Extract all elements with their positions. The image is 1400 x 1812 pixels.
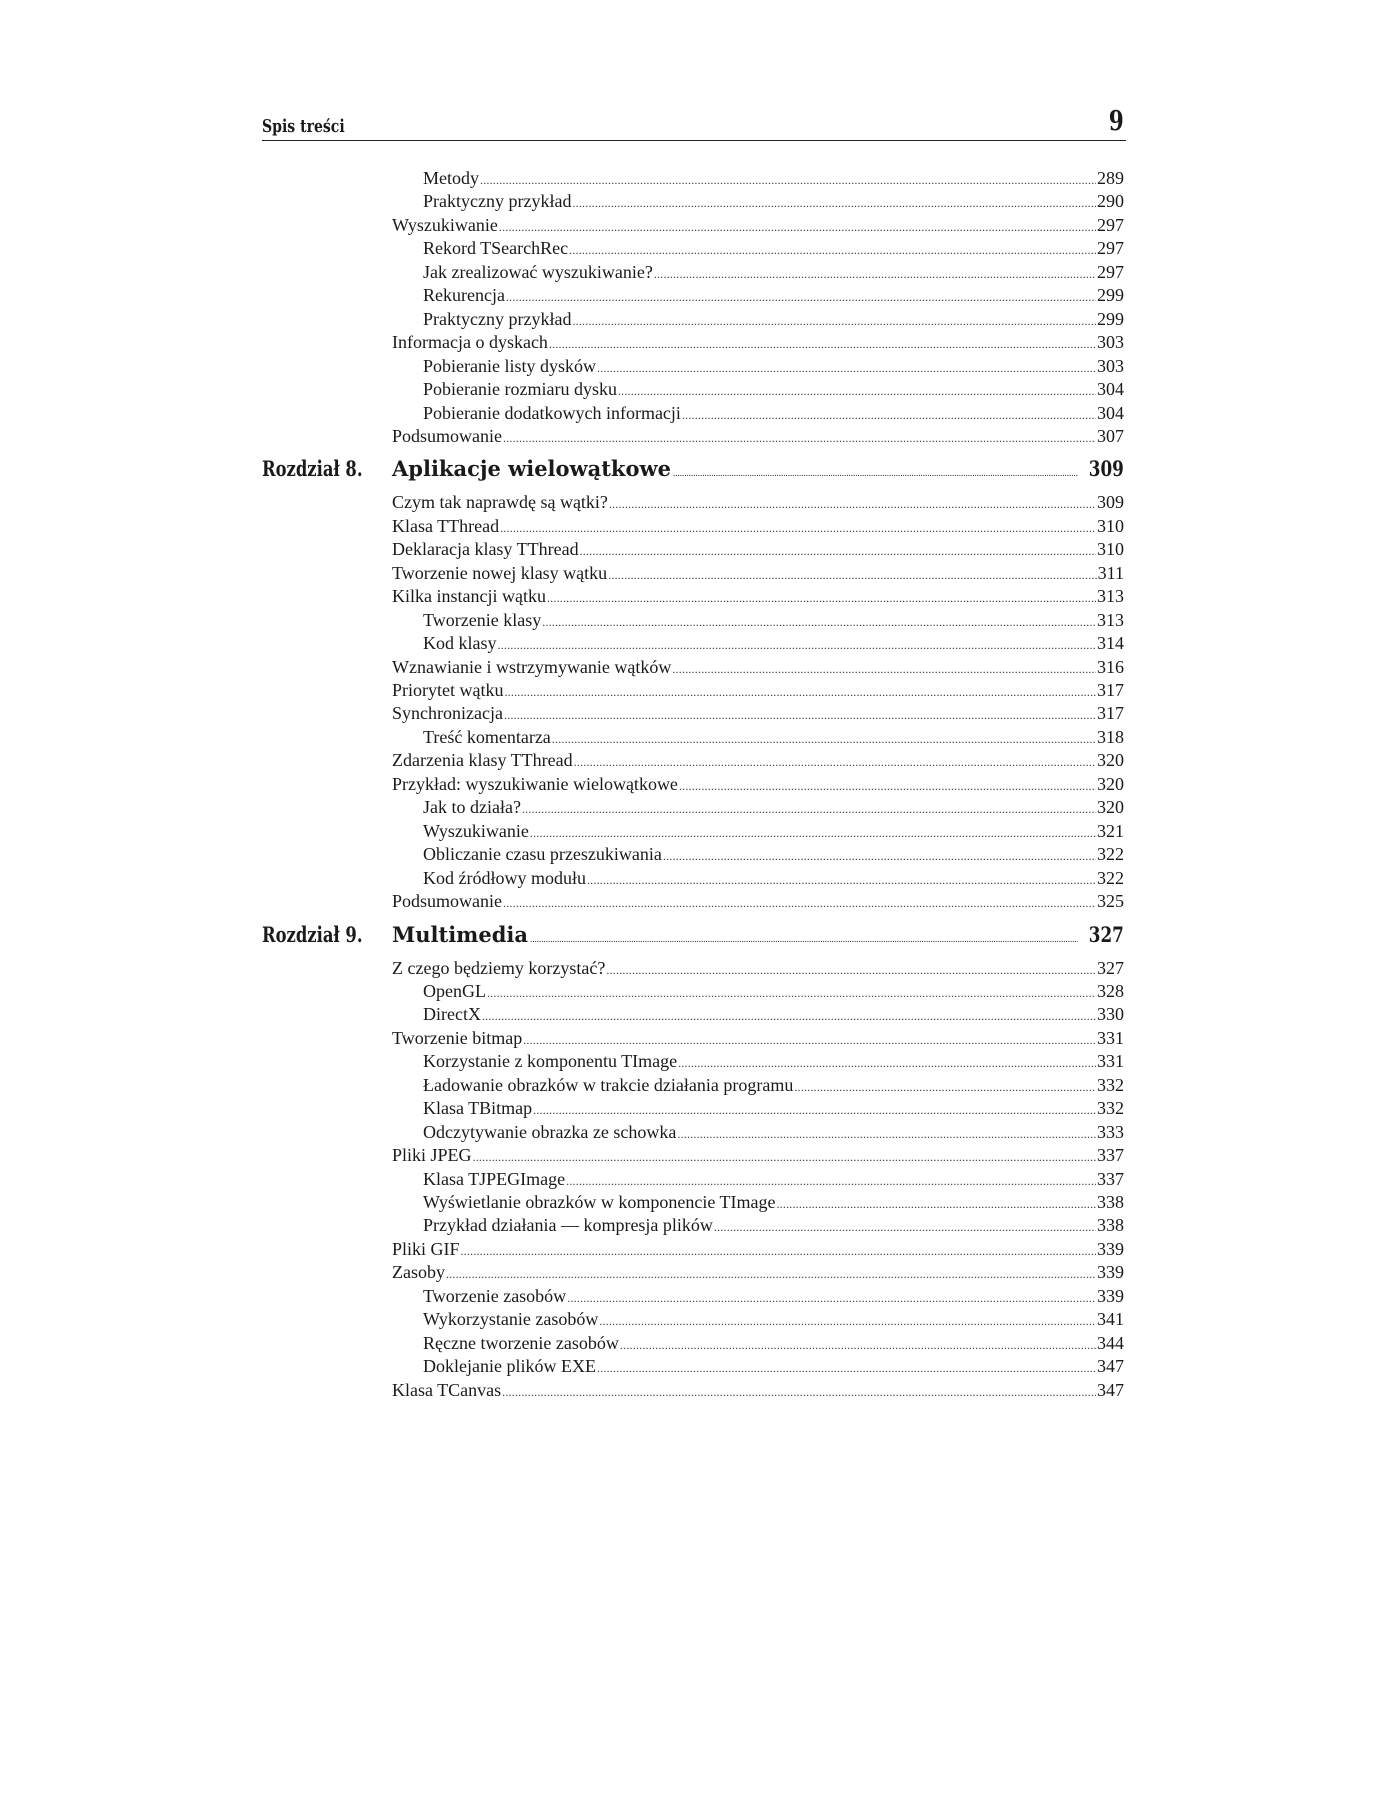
entry-title: Tworzenie zasobów bbox=[423, 1285, 567, 1306]
entry-title: Jak to działa? bbox=[423, 797, 521, 818]
entry-title: Wykorzystanie zasobów bbox=[423, 1309, 599, 1330]
dot-leader bbox=[679, 775, 1096, 799]
toc-entry[interactable] bbox=[392, 425, 1124, 449]
dot-leader bbox=[523, 1029, 1096, 1053]
dot-leader bbox=[473, 1146, 1096, 1170]
entry-page: 332 bbox=[1097, 1074, 1124, 1095]
dot-leader bbox=[506, 286, 1096, 310]
dot-leader bbox=[552, 728, 1096, 752]
dot-leader bbox=[542, 611, 1096, 635]
toc-entry[interactable] bbox=[392, 702, 1124, 726]
toc-entry[interactable] bbox=[423, 355, 1124, 379]
entry-page: 310 bbox=[1097, 515, 1124, 536]
entry-title: Czym tak naprawdę są wątki? bbox=[392, 492, 608, 513]
toc-entry[interactable] bbox=[423, 609, 1124, 633]
entry-title: Kod klasy bbox=[423, 633, 497, 654]
toc-entry[interactable] bbox=[423, 796, 1124, 820]
dot-leader bbox=[446, 1263, 1096, 1287]
dot-leader bbox=[547, 587, 1096, 611]
entry-page: 299 bbox=[1097, 308, 1124, 329]
entry-page: 303 bbox=[1097, 355, 1124, 376]
entry-title: Kilka instancji wątku bbox=[392, 586, 546, 607]
toc-entry[interactable] bbox=[392, 1144, 1124, 1168]
dot-leader bbox=[620, 1334, 1096, 1358]
dot-leader bbox=[587, 869, 1096, 893]
toc-entry[interactable] bbox=[423, 726, 1124, 750]
entry-title: Ładowanie obrazków w trakcie działania programu bbox=[423, 1074, 794, 1095]
entry-title: Przykład: wyszukiwanie wielowątkowe bbox=[392, 773, 678, 794]
toc-entry[interactable] bbox=[423, 1168, 1124, 1192]
dot-leader bbox=[572, 192, 1096, 216]
dot-leader bbox=[599, 1310, 1096, 1334]
dot-leader bbox=[574, 751, 1096, 775]
entry-title: Wyszukiwanie bbox=[423, 820, 529, 841]
entry-title: Odczytywanie obrazka ze schowka bbox=[423, 1121, 677, 1142]
dot-leader bbox=[504, 681, 1096, 705]
dot-leader bbox=[567, 1287, 1096, 1311]
dot-leader bbox=[503, 892, 1096, 916]
dot-leader bbox=[480, 169, 1096, 193]
entry-page: 320 bbox=[1097, 773, 1124, 794]
entry-page: 338 bbox=[1097, 1192, 1124, 1212]
entry-page: 316 bbox=[1097, 656, 1124, 677]
entry-title: Praktyczny przykład bbox=[423, 191, 572, 212]
entry-title: Z czego będziemy korzystać? bbox=[392, 957, 606, 978]
chapter-heading[interactable] bbox=[392, 922, 1124, 950]
entry-title: OpenGL bbox=[423, 980, 486, 1001]
dot-leader bbox=[530, 822, 1096, 846]
dot-leader bbox=[677, 1123, 1096, 1147]
chapter-number: Rozdział 8. bbox=[262, 456, 363, 482]
toc-entry[interactable] bbox=[392, 538, 1124, 562]
entry-title: Klasa TThread bbox=[392, 515, 500, 536]
entry-page: 314 bbox=[1097, 633, 1124, 654]
entry-title: Informacja o dyskach bbox=[392, 332, 548, 353]
entry-title: Pliki GIF bbox=[392, 1238, 460, 1259]
chapter-title: Aplikacje wielowątkowe bbox=[392, 456, 671, 482]
toc-entry[interactable] bbox=[392, 491, 1124, 515]
entry-page: 313 bbox=[1097, 609, 1124, 630]
dot-leader bbox=[498, 634, 1097, 658]
dot-leader bbox=[672, 658, 1096, 682]
dot-leader bbox=[482, 1005, 1096, 1029]
toc-entry[interactable] bbox=[392, 562, 1124, 586]
entry-page: 347 bbox=[1097, 1379, 1124, 1400]
entry-title: Obliczanie czasu przeszukiwania bbox=[423, 844, 662, 865]
dot-leader bbox=[714, 1216, 1096, 1240]
entry-page: 327 bbox=[1097, 957, 1124, 978]
entry-page: 330 bbox=[1097, 1004, 1124, 1025]
dot-leader bbox=[504, 704, 1096, 728]
dot-leader bbox=[654, 263, 1096, 287]
entry-page: 339 bbox=[1097, 1285, 1124, 1306]
entry-page: 320 bbox=[1097, 797, 1124, 818]
dot-leader bbox=[499, 216, 1096, 240]
entry-page: 333 bbox=[1097, 1121, 1124, 1142]
dot-leader bbox=[487, 982, 1096, 1006]
entry-title: Klasa TJPEGImage bbox=[423, 1168, 566, 1189]
dot-leader bbox=[678, 1052, 1096, 1076]
chapter-page: 327 bbox=[1088, 921, 1124, 947]
entry-page: 341 bbox=[1097, 1309, 1124, 1330]
entry-page: 289 bbox=[1097, 168, 1124, 188]
dot-leader bbox=[618, 380, 1096, 404]
toc-entry[interactable] bbox=[392, 1261, 1124, 1285]
entry-title: Kod źródłowy modułu bbox=[423, 867, 586, 888]
entry-title: Deklaracja klasy TThread bbox=[392, 539, 579, 560]
entry-page: 338 bbox=[1097, 1215, 1124, 1236]
dot-leader bbox=[609, 493, 1096, 517]
toc-entry[interactable] bbox=[392, 890, 1124, 914]
toc-entry[interactable] bbox=[423, 402, 1124, 426]
entry-page: 304 bbox=[1097, 379, 1124, 400]
entry-title: Priorytet wątku bbox=[392, 680, 504, 700]
dot-leader bbox=[503, 427, 1096, 451]
toc-entry[interactable] bbox=[392, 1238, 1124, 1262]
dot-leader bbox=[606, 959, 1096, 983]
entry-page: 321 bbox=[1097, 820, 1124, 841]
entry-title: DirectX bbox=[423, 1004, 481, 1025]
toc-entry[interactable] bbox=[392, 679, 1124, 703]
dot-leader bbox=[794, 1076, 1096, 1100]
entry-page: 331 bbox=[1097, 1027, 1124, 1048]
toc-entry[interactable] bbox=[423, 167, 1124, 191]
toc-entry[interactable] bbox=[392, 1027, 1124, 1051]
toc-entry[interactable] bbox=[423, 1191, 1124, 1215]
toc-entry[interactable] bbox=[392, 585, 1124, 609]
entry-page: 322 bbox=[1097, 867, 1124, 888]
entry-title: Treść komentarza bbox=[423, 726, 551, 747]
entry-page: 320 bbox=[1097, 750, 1124, 771]
entry-title: Rekurencja bbox=[423, 285, 505, 306]
toc-entry[interactable] bbox=[392, 749, 1124, 773]
entry-page: 303 bbox=[1097, 332, 1124, 353]
toc-entry[interactable] bbox=[423, 1308, 1124, 1332]
running-title: Spis treści bbox=[262, 116, 345, 137]
dot-leader bbox=[608, 564, 1096, 588]
entry-title: Pobieranie listy dysków bbox=[423, 355, 596, 376]
entry-page: 307 bbox=[1097, 425, 1124, 446]
entry-page: 328 bbox=[1097, 980, 1124, 1001]
entry-page: 311 bbox=[1097, 562, 1124, 583]
entry-page: 310 bbox=[1097, 539, 1124, 560]
entry-title: Zdarzenia klasy TThread bbox=[392, 750, 573, 771]
toc-entry[interactable] bbox=[423, 632, 1124, 656]
page-number: 9 bbox=[1108, 106, 1124, 137]
entry-page: 297 bbox=[1097, 214, 1124, 235]
toc-entry[interactable] bbox=[423, 980, 1124, 1004]
dot-leader bbox=[673, 468, 1078, 478]
toc-entry[interactable] bbox=[423, 308, 1124, 332]
toc-entry[interactable] bbox=[392, 515, 1124, 539]
entry-title: Rekord TSearchRec bbox=[423, 238, 569, 259]
toc-entry[interactable] bbox=[392, 656, 1124, 680]
chapter-page: 309 bbox=[1088, 456, 1124, 482]
toc-entry[interactable] bbox=[423, 190, 1124, 214]
entry-page: 347 bbox=[1097, 1356, 1124, 1377]
entry-title: Synchronizacja bbox=[392, 703, 503, 724]
entry-title: Klasa TBitmap bbox=[423, 1098, 533, 1119]
entry-page: 304 bbox=[1097, 402, 1124, 423]
toc-entry[interactable] bbox=[423, 843, 1124, 867]
entry-title: Przykład działania — kompresja plików bbox=[423, 1215, 713, 1236]
dot-leader bbox=[530, 934, 1078, 944]
toc-entry[interactable] bbox=[423, 378, 1124, 402]
entry-title: Praktyczny przykład bbox=[423, 308, 572, 329]
toc-entry[interactable] bbox=[423, 1332, 1124, 1356]
chapter-title: Multimedia bbox=[392, 921, 529, 947]
entry-title: Tworzenie nowej klasy wątku bbox=[392, 562, 608, 583]
entry-title: Pobieranie rozmiaru dysku bbox=[423, 379, 617, 400]
entry-title: Tworzenie klasy bbox=[423, 609, 542, 630]
entry-page: 313 bbox=[1097, 586, 1124, 607]
entry-page: 299 bbox=[1097, 285, 1124, 306]
entry-page: 339 bbox=[1097, 1262, 1124, 1283]
entry-page: 309 bbox=[1097, 492, 1124, 513]
entry-title: Doklejanie plików EXE bbox=[423, 1356, 596, 1377]
entry-title: Zasoby bbox=[392, 1262, 445, 1283]
toc-entry[interactable] bbox=[423, 1097, 1124, 1121]
entry-page: 337 bbox=[1097, 1145, 1124, 1166]
dot-leader bbox=[500, 517, 1096, 541]
entry-title: Pliki JPEG bbox=[392, 1145, 472, 1166]
toc-entry[interactable] bbox=[423, 867, 1124, 891]
toc-entry[interactable] bbox=[423, 261, 1124, 285]
entry-page: 317 bbox=[1097, 680, 1124, 700]
dot-leader bbox=[461, 1240, 1096, 1264]
entry-title: Metody bbox=[423, 168, 479, 188]
dot-leader bbox=[502, 1381, 1096, 1405]
toc-entry[interactable] bbox=[423, 237, 1124, 261]
entry-page: 290 bbox=[1097, 191, 1124, 212]
toc-entry[interactable] bbox=[392, 331, 1124, 355]
dot-leader bbox=[597, 357, 1096, 381]
dot-leader bbox=[682, 404, 1096, 428]
entry-page: 337 bbox=[1097, 1168, 1124, 1189]
entry-title: Jak zrealizować wyszukiwanie? bbox=[423, 261, 653, 282]
dot-leader bbox=[776, 1193, 1096, 1217]
entry-title: Ręczne tworzenie zasobów bbox=[423, 1332, 619, 1353]
entry-page: 297 bbox=[1097, 261, 1124, 282]
toc-entry[interactable] bbox=[423, 1074, 1124, 1098]
toc-entry[interactable] bbox=[392, 214, 1124, 238]
dot-leader bbox=[522, 798, 1096, 822]
entry-page: 332 bbox=[1097, 1098, 1124, 1119]
entry-page: 297 bbox=[1097, 238, 1124, 259]
entry-title: Tworzenie bitmap bbox=[392, 1027, 523, 1048]
dot-leader bbox=[597, 1357, 1096, 1381]
toc-entry[interactable] bbox=[423, 1355, 1124, 1379]
dot-leader bbox=[549, 333, 1096, 357]
chapter-number: Rozdział 9. bbox=[262, 921, 363, 947]
entry-page: 344 bbox=[1097, 1332, 1124, 1353]
page-header bbox=[262, 102, 1126, 141]
toc-entry[interactable] bbox=[423, 1214, 1124, 1238]
entry-page: 331 bbox=[1097, 1051, 1124, 1072]
dot-leader bbox=[569, 239, 1096, 263]
toc-entry[interactable] bbox=[423, 1121, 1124, 1145]
toc-entry[interactable] bbox=[392, 1379, 1124, 1403]
entry-page: 325 bbox=[1097, 891, 1124, 912]
dot-leader bbox=[663, 845, 1096, 869]
entry-title: Wyświetlanie obrazków w komponencie TImage bbox=[423, 1192, 776, 1212]
entry-title: Wyszukiwanie bbox=[392, 214, 498, 235]
toc-entry[interactable] bbox=[423, 1050, 1124, 1074]
toc-entry[interactable] bbox=[423, 284, 1124, 308]
dot-leader bbox=[533, 1099, 1096, 1123]
toc-entry[interactable] bbox=[392, 957, 1124, 981]
entry-title: Podsumowanie bbox=[392, 891, 502, 912]
entry-page: 317 bbox=[1097, 703, 1124, 724]
toc-entry[interactable] bbox=[423, 820, 1124, 844]
toc-entry[interactable] bbox=[423, 1003, 1124, 1027]
entry-title: Korzystanie z komponentu TImage bbox=[423, 1051, 678, 1072]
entry-title: Podsumowanie bbox=[392, 425, 502, 446]
entry-page: 318 bbox=[1097, 726, 1124, 747]
entry-page: 322 bbox=[1097, 844, 1124, 865]
dot-leader bbox=[572, 310, 1096, 334]
entry-page: 339 bbox=[1097, 1238, 1124, 1259]
entry-title: Wznawianie i wstrzymywanie wątków bbox=[392, 656, 672, 677]
entry-title: Pobieranie dodatkowych informacji bbox=[423, 402, 681, 423]
chapter-heading[interactable] bbox=[392, 456, 1124, 484]
entry-title: Klasa TCanvas bbox=[392, 1379, 502, 1400]
toc-entry[interactable] bbox=[423, 1285, 1124, 1309]
dot-leader bbox=[580, 540, 1096, 564]
dot-leader bbox=[566, 1170, 1096, 1194]
toc-entry[interactable] bbox=[392, 773, 1124, 797]
